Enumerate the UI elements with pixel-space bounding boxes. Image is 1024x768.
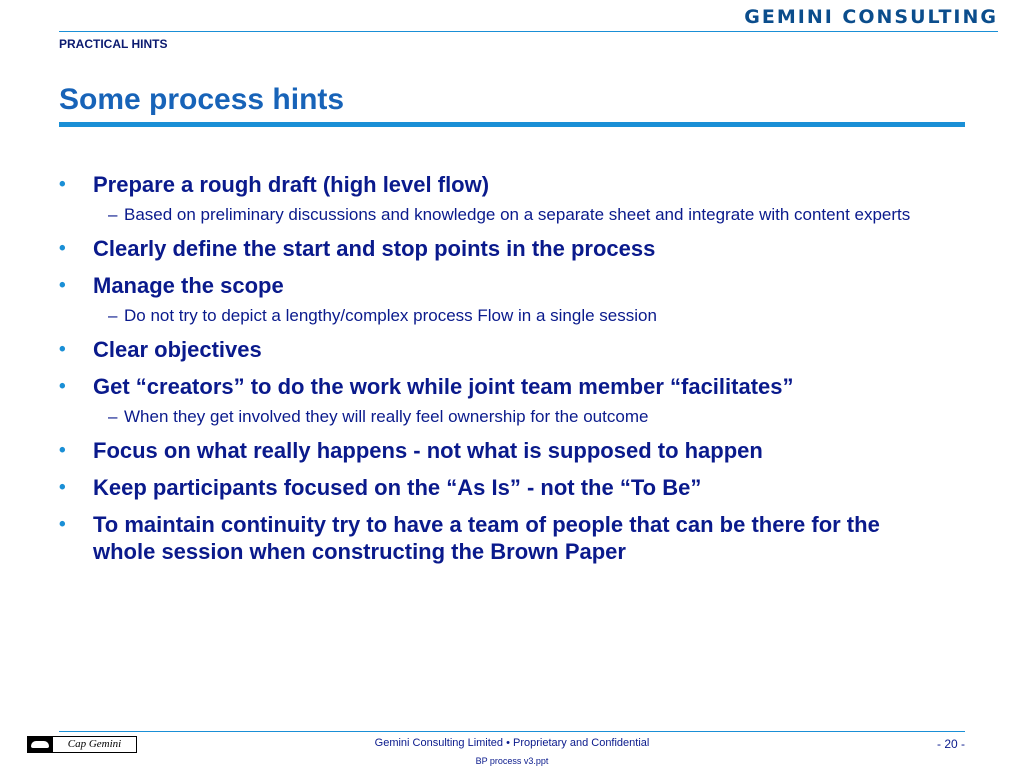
- sub-bullet-marker: –: [108, 407, 118, 426]
- hint-bullet: [59, 272, 939, 326]
- hint-bullet: [59, 437, 939, 464]
- hint-bullet: [59, 235, 939, 262]
- title-divider: [59, 122, 965, 127]
- sub-hint-text: When they get involved they will really feel ownership for the outcome: [124, 407, 649, 426]
- confidentiality-notice: Gemini Consulting Limited • Proprietary and Confidential: [374, 737, 650, 749]
- sub-bullet-marker: –: [108, 205, 118, 224]
- sub-hint-text: Based on preliminary discussions and knowledge on a separate sheet and integrate with content experts: [124, 205, 911, 224]
- brand-logo-text: GEMINI CONSULTING: [744, 6, 998, 28]
- bullet-marker: •: [59, 174, 66, 195]
- hint-bullet: [59, 511, 939, 565]
- header-divider: [59, 31, 998, 32]
- hint-text: Focus on what really happens - not what is supposed to happen: [93, 438, 763, 463]
- page-title: Some process hints: [59, 83, 345, 116]
- hint-text: Clearly define the start and stop points in the process: [93, 236, 656, 261]
- hint-bullet: [59, 336, 939, 363]
- bullet-marker: •: [59, 376, 66, 397]
- hint-text: To maintain continuity try to have a team of people that can be there for the whole session when constructing the Brown Paper: [93, 512, 880, 564]
- bullet-marker: •: [59, 440, 66, 461]
- hint-list: [59, 171, 939, 575]
- sub-hint-list: [93, 406, 939, 427]
- logo-wordmark: Cap Gemini: [53, 736, 137, 753]
- file-name: BP process v3.ppt: [475, 756, 549, 766]
- hint-bullet: [59, 373, 939, 427]
- sub-hint: [93, 204, 939, 225]
- hint-bullet: [59, 171, 939, 225]
- sub-hint-text: Do not try to depict a lengthy/complex process Flow in a single session: [124, 306, 657, 325]
- section-label: PRACTICAL HINTS: [59, 37, 168, 51]
- hint-text: Prepare a rough draft (high level flow): [93, 172, 490, 197]
- bullet-marker: •: [59, 339, 66, 360]
- footer-divider: [59, 731, 965, 732]
- hint-text: Keep participants focused on the “As Is” - not the “To Be”: [93, 475, 702, 500]
- bullet-marker: •: [59, 238, 66, 259]
- hint-text: Get “creators” to do the work while joint team member “facilitates”: [93, 374, 794, 399]
- page-number: - 20 -: [936, 737, 965, 751]
- sub-hint-list: [93, 305, 939, 326]
- sub-bullet-marker: –: [108, 306, 118, 325]
- sub-hint-list: [93, 204, 939, 225]
- bullet-marker: •: [59, 514, 66, 535]
- hint-bullet: [59, 474, 939, 501]
- hint-text: Manage the scope: [93, 273, 284, 298]
- bullet-marker: •: [59, 275, 66, 296]
- hint-text: Clear objectives: [93, 337, 262, 362]
- bullet-marker: •: [59, 477, 66, 498]
- sub-hint: [93, 305, 939, 326]
- sub-hint: [93, 406, 939, 427]
